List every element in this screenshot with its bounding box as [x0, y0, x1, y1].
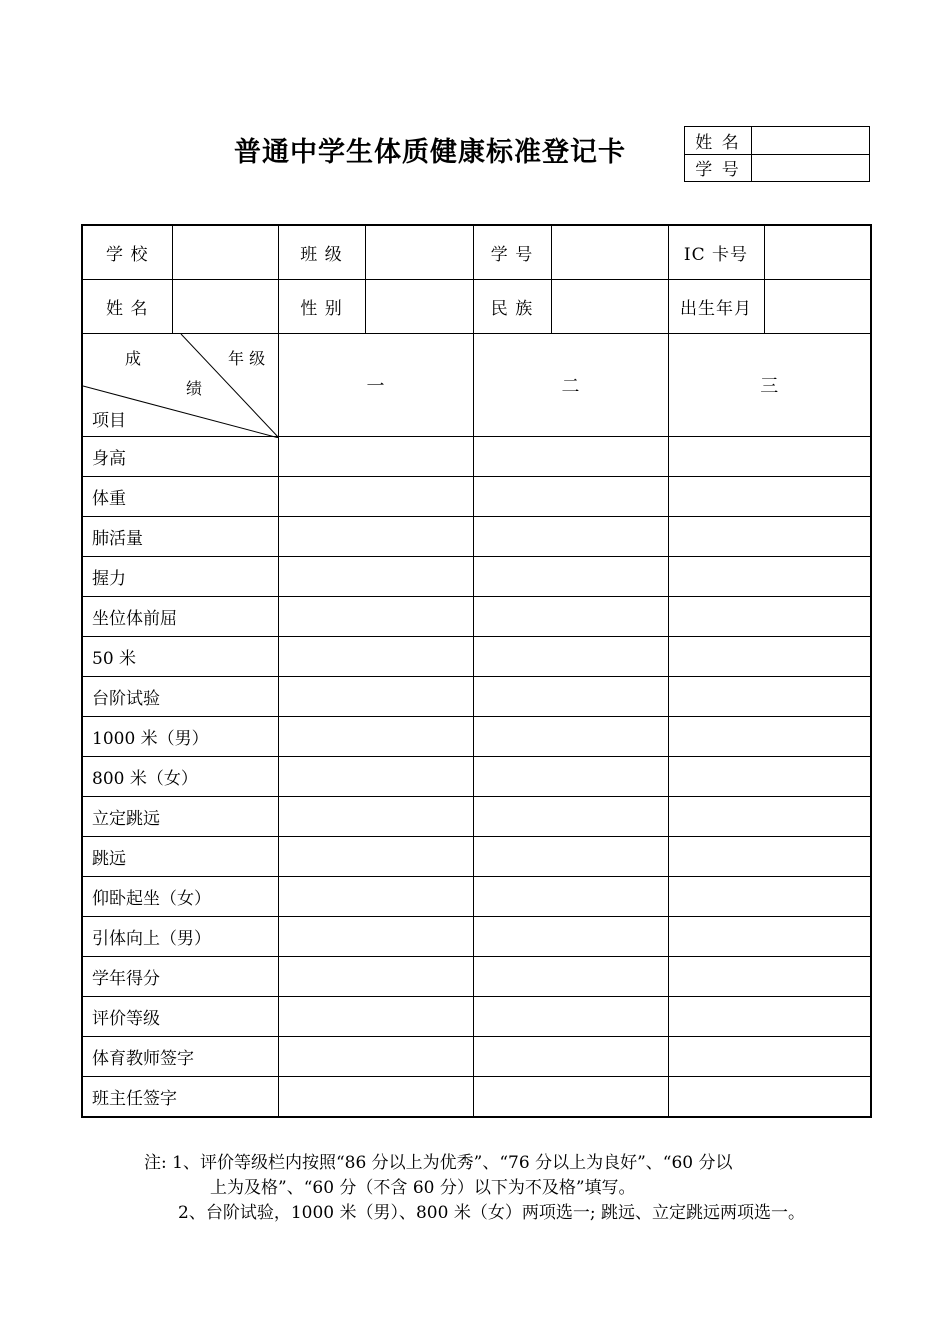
score-cell-grade-2[interactable] [473, 1077, 668, 1118]
score-cell-grade-3[interactable] [668, 517, 871, 557]
score-label-top: 成 [125, 349, 142, 368]
gender-field[interactable] [365, 280, 473, 334]
item-name: 身高 [82, 437, 278, 477]
school-label: 学 校 [82, 225, 172, 280]
score-cell-grade-2[interactable] [473, 1037, 668, 1077]
score-cell-grade-1[interactable] [278, 797, 473, 837]
item-name: 台阶试验 [82, 677, 278, 717]
score-cell-grade-2[interactable] [473, 637, 668, 677]
score-cell-grade-3[interactable] [668, 477, 871, 517]
ethnicity-label: 民 族 [473, 280, 551, 334]
score-cell-grade-1[interactable] [278, 637, 473, 677]
table-row [82, 997, 871, 1037]
score-cell-grade-3[interactable] [668, 637, 871, 677]
score-cell-grade-3[interactable] [668, 797, 871, 837]
score-cell-grade-1[interactable] [278, 717, 473, 757]
table-row [82, 797, 871, 837]
name-label: 姓 名 [82, 280, 172, 334]
item-name: 坐位体前屈 [82, 597, 278, 637]
score-cell-grade-1[interactable] [278, 557, 473, 597]
table-row [82, 437, 871, 477]
table-row [82, 1037, 871, 1077]
gender-label: 性 别 [278, 280, 365, 334]
grade-label: 年 级 [228, 349, 266, 368]
score-cell-grade-2[interactable] [473, 557, 668, 597]
score-cell-grade-2[interactable] [473, 957, 668, 997]
score-cell-grade-3[interactable] [668, 1037, 871, 1077]
item-name: 肺活量 [82, 517, 278, 557]
score-cell-grade-1[interactable] [278, 1037, 473, 1077]
item-name: 握力 [82, 557, 278, 597]
table-row [82, 877, 871, 917]
score-cell-grade-2[interactable] [473, 797, 668, 837]
ic-card-field[interactable] [764, 225, 871, 280]
registration-table [81, 224, 872, 1118]
score-cell-grade-1[interactable] [278, 477, 473, 517]
diagonal-header-cell [82, 334, 278, 437]
item-name: 立定跳远 [82, 797, 278, 837]
score-cell-grade-2[interactable] [473, 437, 668, 477]
score-cell-grade-3[interactable] [668, 437, 871, 477]
table-row [82, 717, 871, 757]
grade-three-header: 三 [668, 334, 871, 437]
table-row [82, 637, 871, 677]
id-box [684, 126, 870, 182]
score-label-bottom: 绩 [186, 379, 203, 398]
table-row [82, 677, 871, 717]
score-cell-grade-2[interactable] [473, 677, 668, 717]
item-name: 班主任签字 [82, 1077, 278, 1118]
score-cell-grade-2[interactable] [473, 877, 668, 917]
score-cell-grade-3[interactable] [668, 997, 871, 1037]
item-name: 评价等级 [82, 997, 278, 1037]
score-cell-grade-1[interactable] [278, 757, 473, 797]
name-field[interactable] [172, 280, 278, 334]
note-line-1: 注: 1、评价等级栏内按照“86 分以上为优秀”、“76 分以上为良好”、“60 分以 [144, 1153, 733, 1173]
student-number-label: 学 号 [473, 225, 551, 280]
page-title: 普通中学生体质健康标准登记卡 [234, 137, 626, 168]
class-label: 班 级 [278, 225, 365, 280]
score-cell-grade-3[interactable] [668, 677, 871, 717]
score-cell-grade-1[interactable] [278, 837, 473, 877]
table-row [82, 837, 871, 877]
id-number-label: 学 号 [685, 154, 752, 182]
item-name: 1000 米（男） [82, 717, 278, 757]
class-field[interactable] [365, 225, 473, 280]
score-cell-grade-2[interactable] [473, 837, 668, 877]
score-cell-grade-1[interactable] [278, 997, 473, 1037]
item-name: 体育教师签字 [82, 1037, 278, 1077]
item-name: 引体向上（男） [82, 917, 278, 957]
score-cell-grade-2[interactable] [473, 477, 668, 517]
table-row [82, 917, 871, 957]
id-name-label: 姓 名 [685, 127, 752, 155]
score-cell-grade-1[interactable] [278, 877, 473, 917]
ic-card-label: IC 卡号 [668, 225, 764, 280]
score-cell-grade-1[interactable] [278, 437, 473, 477]
score-cell-grade-2[interactable] [473, 757, 668, 797]
score-cell-grade-1[interactable] [278, 517, 473, 557]
score-cell-grade-3[interactable] [668, 557, 871, 597]
score-cell-grade-3[interactable] [668, 877, 871, 917]
id-number-field[interactable] [752, 154, 870, 182]
score-cell-grade-2[interactable] [473, 997, 668, 1037]
ethnicity-field[interactable] [551, 280, 668, 334]
score-cell-grade-1[interactable] [278, 957, 473, 997]
table-row [82, 757, 871, 797]
score-cell-grade-2[interactable] [473, 917, 668, 957]
item-name: 800 米（女） [82, 757, 278, 797]
score-cell-grade-3[interactable] [668, 717, 871, 757]
table-row [82, 517, 871, 557]
birth-date-field[interactable] [764, 280, 871, 334]
grade-two-header: 二 [473, 334, 668, 437]
table-row [82, 477, 871, 517]
score-cell-grade-1[interactable] [278, 597, 473, 637]
score-cell-grade-3[interactable] [668, 597, 871, 637]
notes [144, 1151, 824, 1226]
score-cell-grade-2[interactable] [473, 517, 668, 557]
score-cell-grade-3[interactable] [668, 917, 871, 957]
table-row [82, 597, 871, 637]
score-cell-grade-3[interactable] [668, 837, 871, 877]
score-cell-grade-2[interactable] [473, 597, 668, 637]
item-name: 仰卧起坐（女） [82, 877, 278, 917]
birth-date-label: 出生年月 [668, 280, 764, 334]
table-row [82, 557, 871, 597]
item-name: 学年得分 [82, 957, 278, 997]
item-label: 项目 [92, 411, 126, 431]
note-line-2: 上为及格”、“60 分（不含 60 分）以下为不及格”填写。 [210, 1178, 636, 1198]
score-cell-grade-1[interactable] [278, 917, 473, 957]
item-rows [82, 437, 871, 1118]
item-name: 体重 [82, 477, 278, 517]
score-cell-grade-1[interactable] [278, 1077, 473, 1118]
grade-one-header: 一 [278, 334, 473, 437]
score-cell-grade-3[interactable] [668, 1077, 871, 1118]
item-name: 跳远 [82, 837, 278, 877]
table-row [82, 1077, 871, 1118]
student-number-field[interactable] [551, 225, 668, 280]
school-field[interactable] [172, 225, 278, 280]
table-row [82, 957, 871, 997]
note-line-3: 2、台阶试验，1000 米（男）、800 米（女）两项选一; 跳远、立定跳远两项选一。 [178, 1203, 805, 1223]
score-cell-grade-1[interactable] [278, 677, 473, 717]
item-name: 50 米 [82, 637, 278, 677]
id-name-field[interactable] [752, 127, 870, 155]
score-cell-grade-3[interactable] [668, 757, 871, 797]
score-cell-grade-2[interactable] [473, 717, 668, 757]
score-cell-grade-3[interactable] [668, 957, 871, 997]
